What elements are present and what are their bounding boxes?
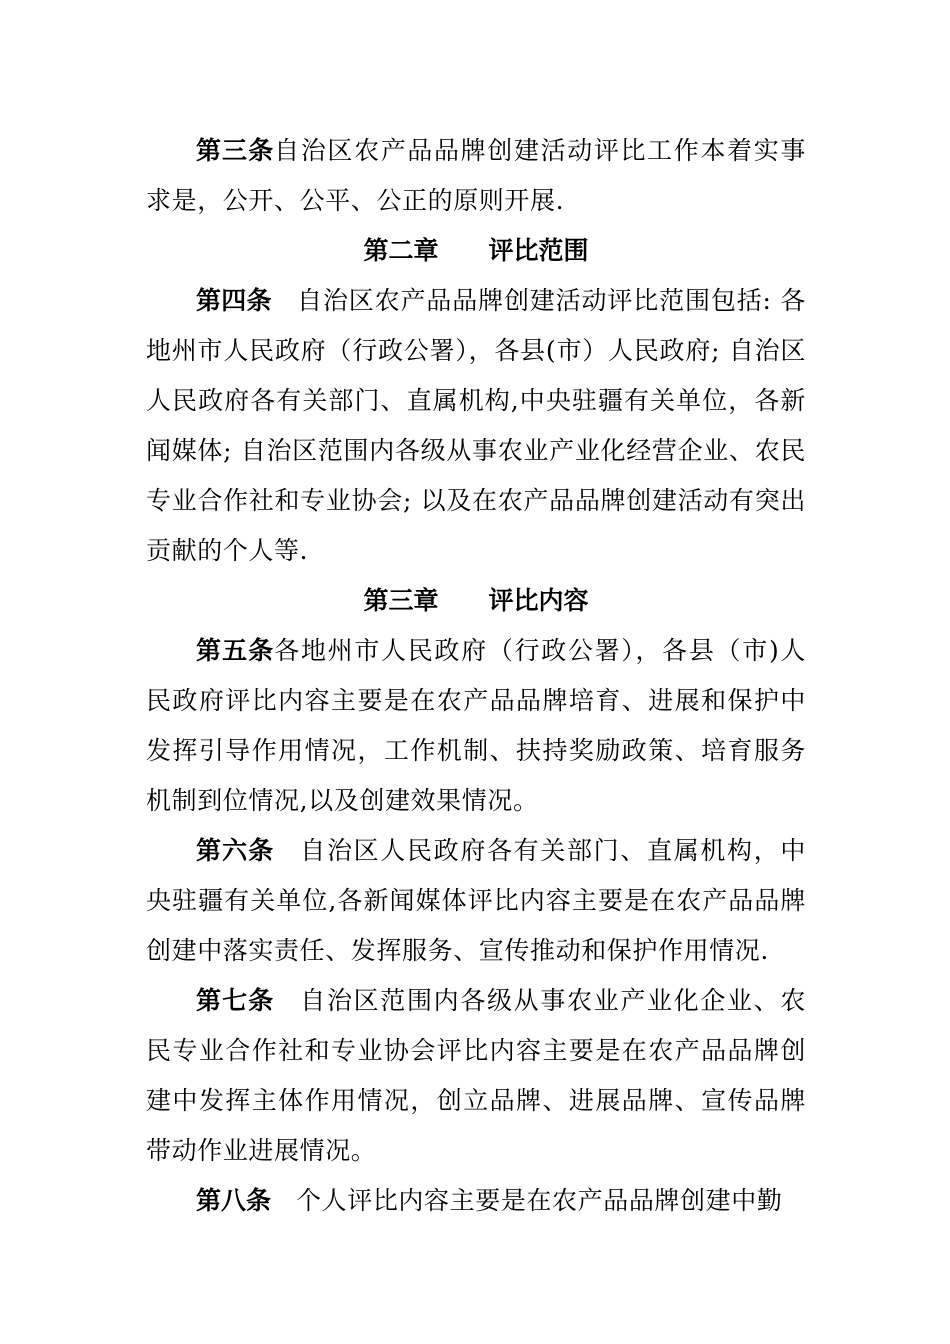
- article-4-label: 第四条: [196, 286, 272, 315]
- chapter-3-title: 评比内容: [488, 586, 589, 615]
- article-5-text: 各地州市人民政府（行政公署），各县（市)人民政府评比内容主要是在农产品品牌培育、进展和保护中发挥引导作用情况，工作机制、扶持奖励政策、培育服务机制到位情况,以及创建效果情况。: [146, 636, 806, 815]
- article-4: [146, 276, 806, 576]
- article-6: [146, 826, 806, 976]
- article-3: [146, 126, 806, 226]
- chapter-3-heading: [146, 576, 806, 626]
- article-7-label: 第七条: [196, 986, 275, 1015]
- chapter-3-number: 第三章: [363, 586, 439, 615]
- article-8-label: 第八条: [196, 1186, 272, 1215]
- chapter-2-number: 第二章: [363, 236, 439, 265]
- article-6-text: 自治区人民政府各有关部门、直属机构，中央驻疆有关单位,各新闻媒体评比内容主要是在农产品品牌创建中落实责任、发挥服务、宣传推动和保护作用情况.: [146, 836, 806, 965]
- article-8: [146, 1176, 806, 1226]
- article-7: [146, 976, 806, 1176]
- document-page: [146, 126, 806, 1226]
- article-6-label: 第六条: [196, 836, 275, 865]
- article-7-text: 自治区范围内各级从事农业产业化企业、农民专业合作社和专业协会评比内容主要是在农产品品牌创建中发挥主体作用情况，创立品牌、进展品牌、宣传品牌带动作业进展情况。: [146, 986, 806, 1165]
- article-5-label: 第五条: [196, 636, 275, 665]
- article-3-label: 第三条: [196, 136, 275, 165]
- article-8-text: 个人评比内容主要是在农产品品牌创建中勤: [296, 1186, 783, 1215]
- article-4-text: 自治区农产品品牌创建活动评比范围包括: 各地州市人民政府（行政公署），各县(市）人民政府; 自治区人民政府各有关部门、直属机构,中央驻疆有关单位，各新闻媒体; 自治区范围内各级从事农业产业化经营企业、农民专业合作社和专业协会; 以及在农产品品牌创建活动有突出贡献的个人等.: [146, 286, 806, 565]
- chapter-2-title: 评比范围: [488, 236, 589, 265]
- article-5: [146, 626, 806, 826]
- article-3-text: 自治区农产品品牌创建活动评比工作本着实事求是，公开、公平、公正的原则开展.: [146, 136, 806, 215]
- chapter-2-heading: [146, 226, 806, 276]
